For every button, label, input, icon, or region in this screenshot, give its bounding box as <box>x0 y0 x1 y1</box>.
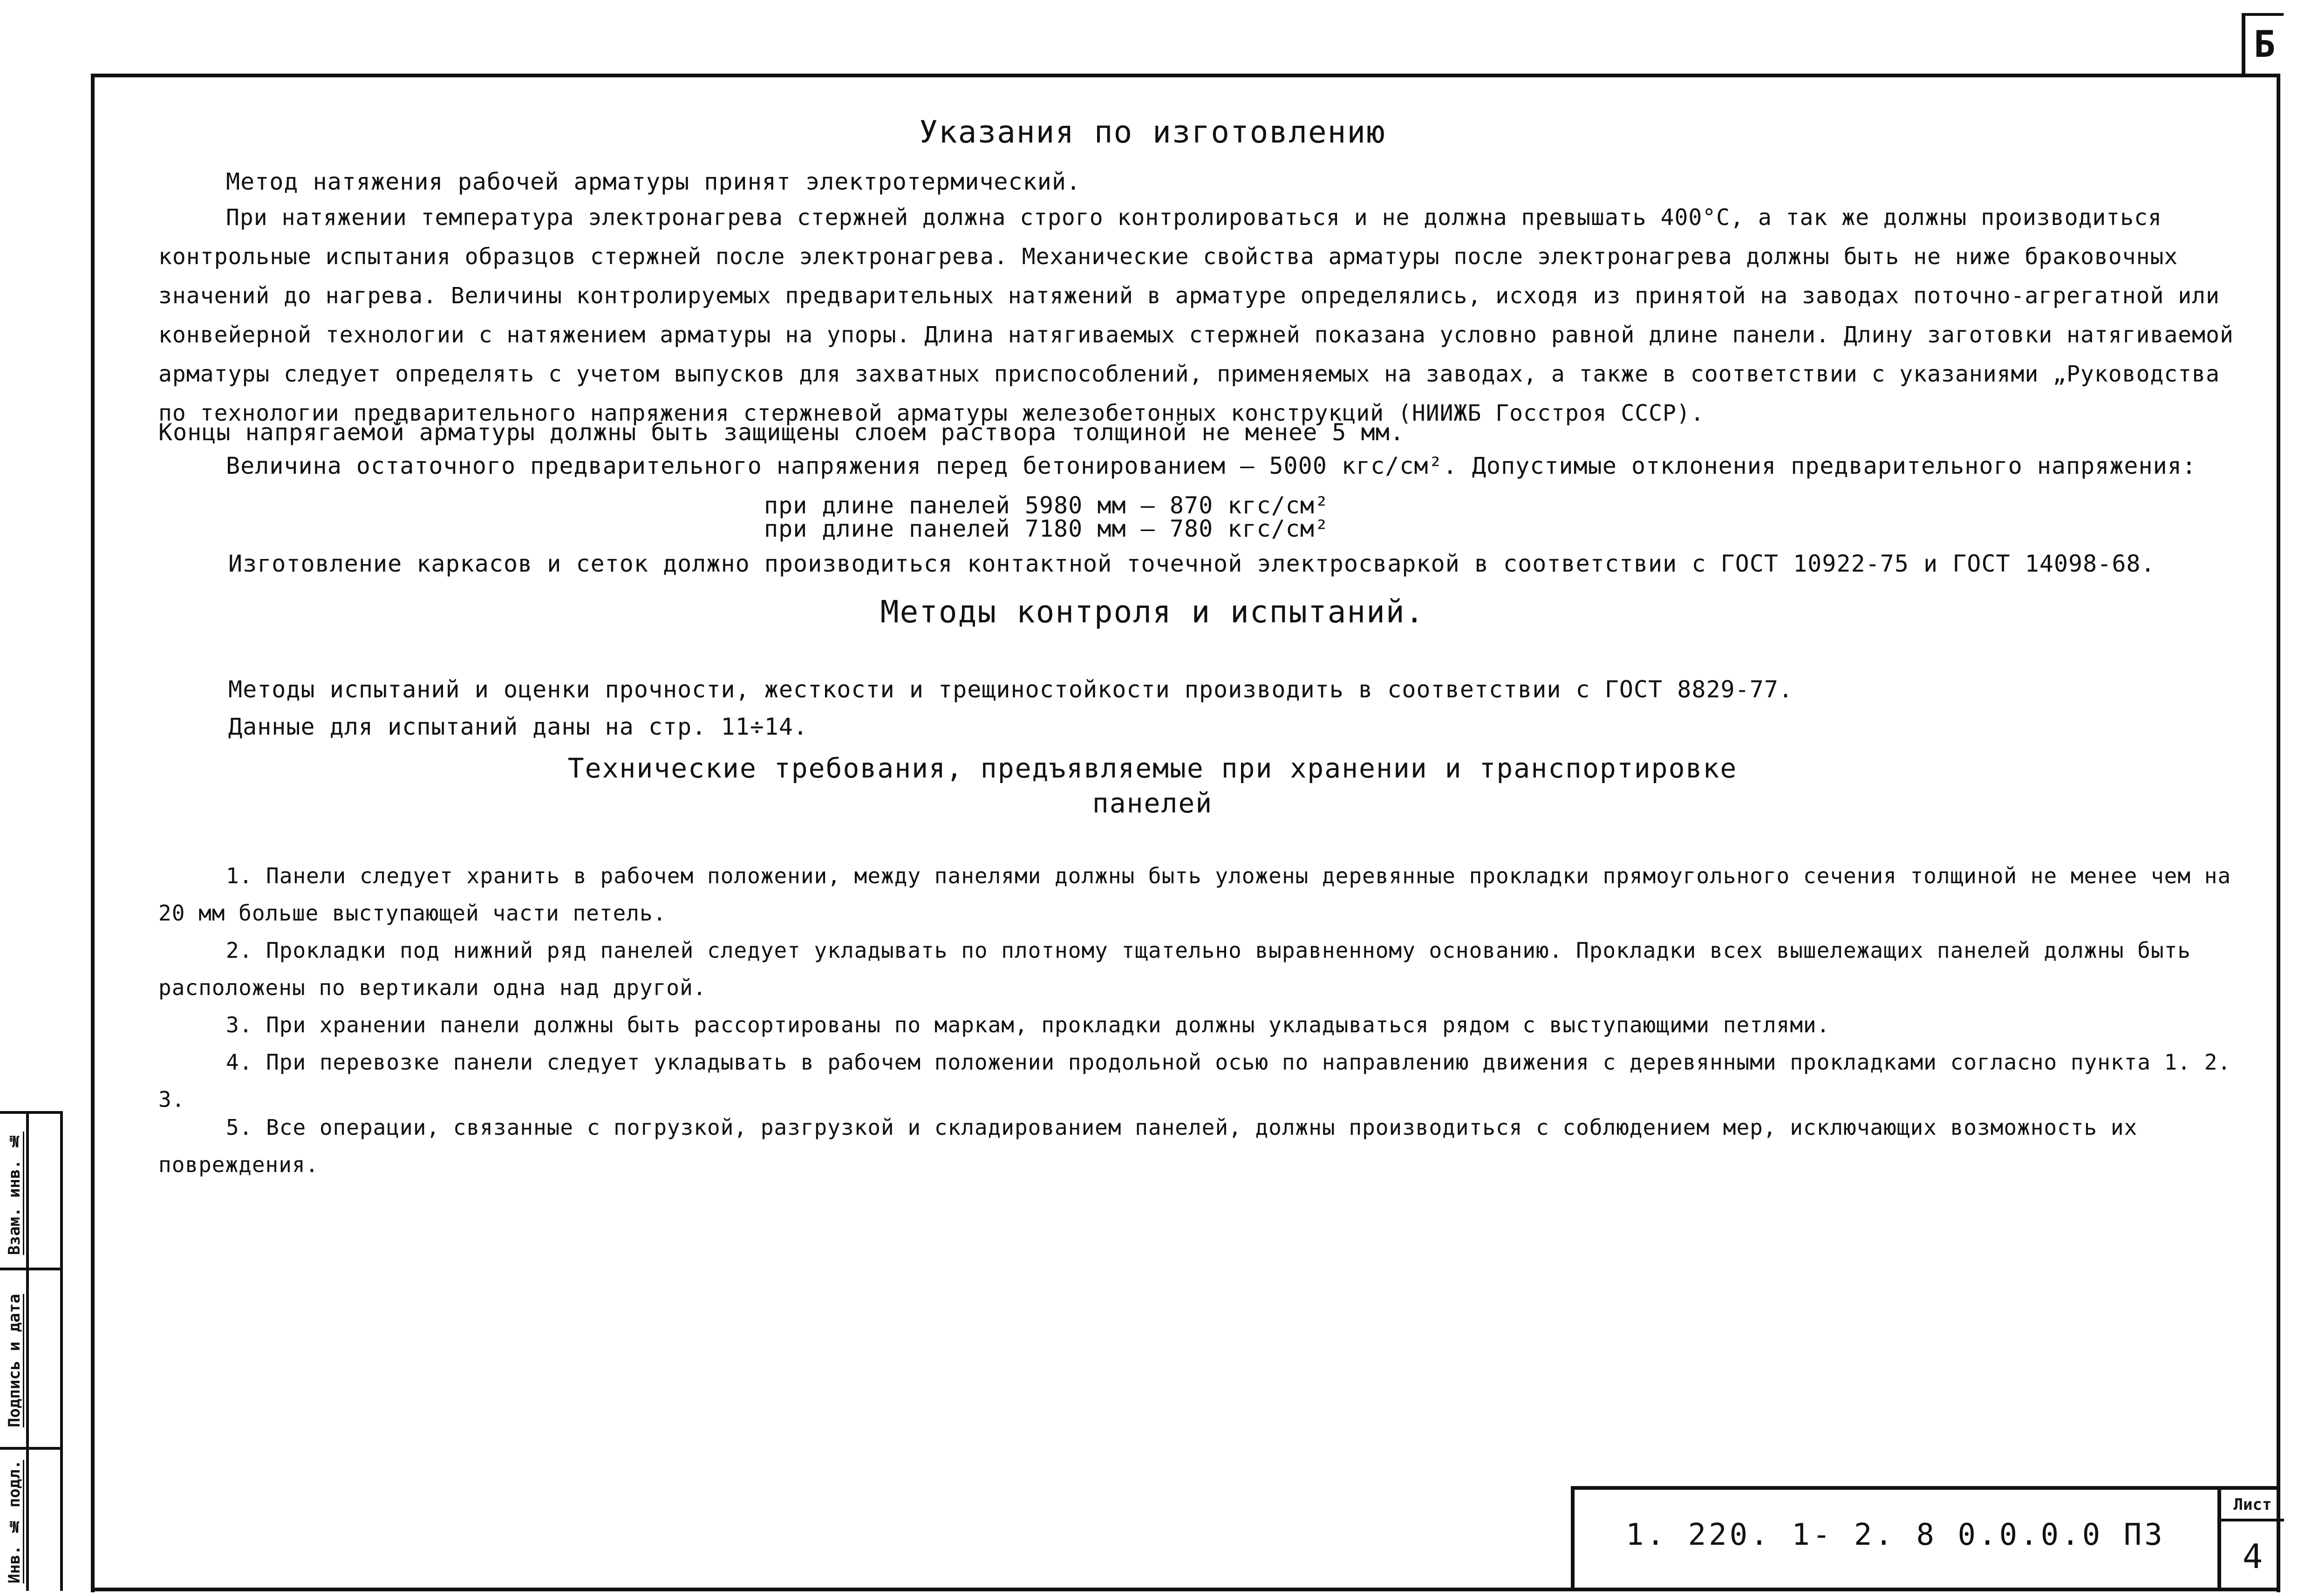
binding-label-replacement-inv: Взам. инв. № <box>5 1131 24 1255</box>
paragraph-welding: Изготовление каркасов и сеток должно производиться контактной точечной электросваркой в соответствии с ГОСТ 10922-75 и ГОСТ 14098-68. <box>228 550 2155 577</box>
tolerance-line-7180: при длине панелей 7180 мм – 780 кгс/см² <box>764 515 1329 542</box>
storage-item-2: 2. Прокладки под нижний ряд панелей следует укладывать по плотному тщательно выравненному основанию. Прокладки всех вышележащих панелей должны быть расположены по вертикали одна над другой. <box>158 938 2191 1000</box>
storage-item-5: 5. Все операции, связанные с погрузкой, разгрузкой и складированием панелей, должны производиться с соблюдением мер, исключающих возможность их повреждения. <box>158 1115 2138 1177</box>
section-title-storage-line1: Технические требования, предъявляемые при хранении и транспортировке <box>567 752 1738 784</box>
section-title-testing: Методы контроля и испытаний. <box>880 594 1425 630</box>
binding-value-column <box>29 1114 63 1591</box>
binding-divider-1 <box>0 1268 63 1270</box>
title-block-stamp <box>1571 1486 2280 1591</box>
binding-label-signature-date: Подпись и дата <box>5 1294 24 1428</box>
paragraph-residual-stress: Величина остаточного предварительного напряжения перед бетонированием – 5000 кгс/см². Допустимые отклонения предварительного напряжения: <box>226 452 2196 479</box>
binding-strip <box>0 1111 63 1591</box>
section-title-storage-line2: панелей <box>1092 787 1213 819</box>
section-title-manufacturing: Указания по изготовлению <box>919 114 1386 150</box>
tolerance-line-5980: при длине панелей 5980 мм – 870 кгс/см² <box>764 492 1329 519</box>
sheet-number: 4 <box>2242 1537 2263 1576</box>
paragraph-protective-layer: Концы напрягаемой арматуры должны быть защищены слоем раствора толщиной не менее 5 мм. <box>158 419 1405 446</box>
storage-item-3: 3. При хранении панели должны быть рассортированы по маркам, прокладки должны укладываться рядом с выступающими петлями. <box>226 1012 1830 1037</box>
binding-label-original-inv: Инв. № подл. <box>5 1460 24 1583</box>
sheet-label: Лист <box>2221 1490 2284 1521</box>
storage-item-1: 1. Панели следует хранить в рабочем положении, между панелями должны быть уложены деревянные прокладки прямоугольного сечения толщиной не менее чем на 20 мм больше выступающей части петель. <box>158 863 2231 926</box>
paragraph-test-data: Данные для испытаний даны на стр. 11÷14. <box>228 713 808 740</box>
paragraph-heating-control: При натяжении температура электронагрева стержней должна строго контролироваться и не должна превышать 400°С, а так же должны производиться контрольные испытания образцов стержней после электронагрева. Механические свойства арматуры после электронагрева должны быть не ниже браковочных значений до нагрева. Величины контролируемых предварительных натяжений в арматуре определялись, исходя из принятой на заводах поточно-агрегатной или конвейерной технологии с натяжением арматуры на упоры. Длина натягиваемых стержней показана условно равной длине панели. Длину заготовки натягиваемой арматуры следует определять с учетом выпусков для захватных приспособлений, применяемых на заводах, а также в соответствии с указаниями „Руководства по технологии предварительного напряжения стержневой арматуры железобетонных конструкций (НИИЖБ Госстроя СССР). <box>158 205 2234 426</box>
storage-item-4: 4. При перевозке панели следует укладывать в рабочем положении продольной осью по направлению движения с деревянными прокладками согласно пункта 1. 2. 3. <box>158 1050 2231 1112</box>
document-code: 1. 220. 1- 2. 8 0.0.0.0 ПЗ <box>1626 1518 2165 1552</box>
sheet-number-cell <box>2217 1490 2284 1591</box>
paragraph-test-methods: Методы испытаний и оценки прочности, жесткости и трещиностойкости производить в соответствии с ГОСТ 8829-77. <box>228 676 1794 703</box>
binding-divider-2 <box>0 1447 63 1450</box>
paragraph-tension-method: Метод натяжения рабочей арматуры принят электротермический. <box>226 168 1081 195</box>
corner-page-letter: Б <box>2242 13 2284 74</box>
